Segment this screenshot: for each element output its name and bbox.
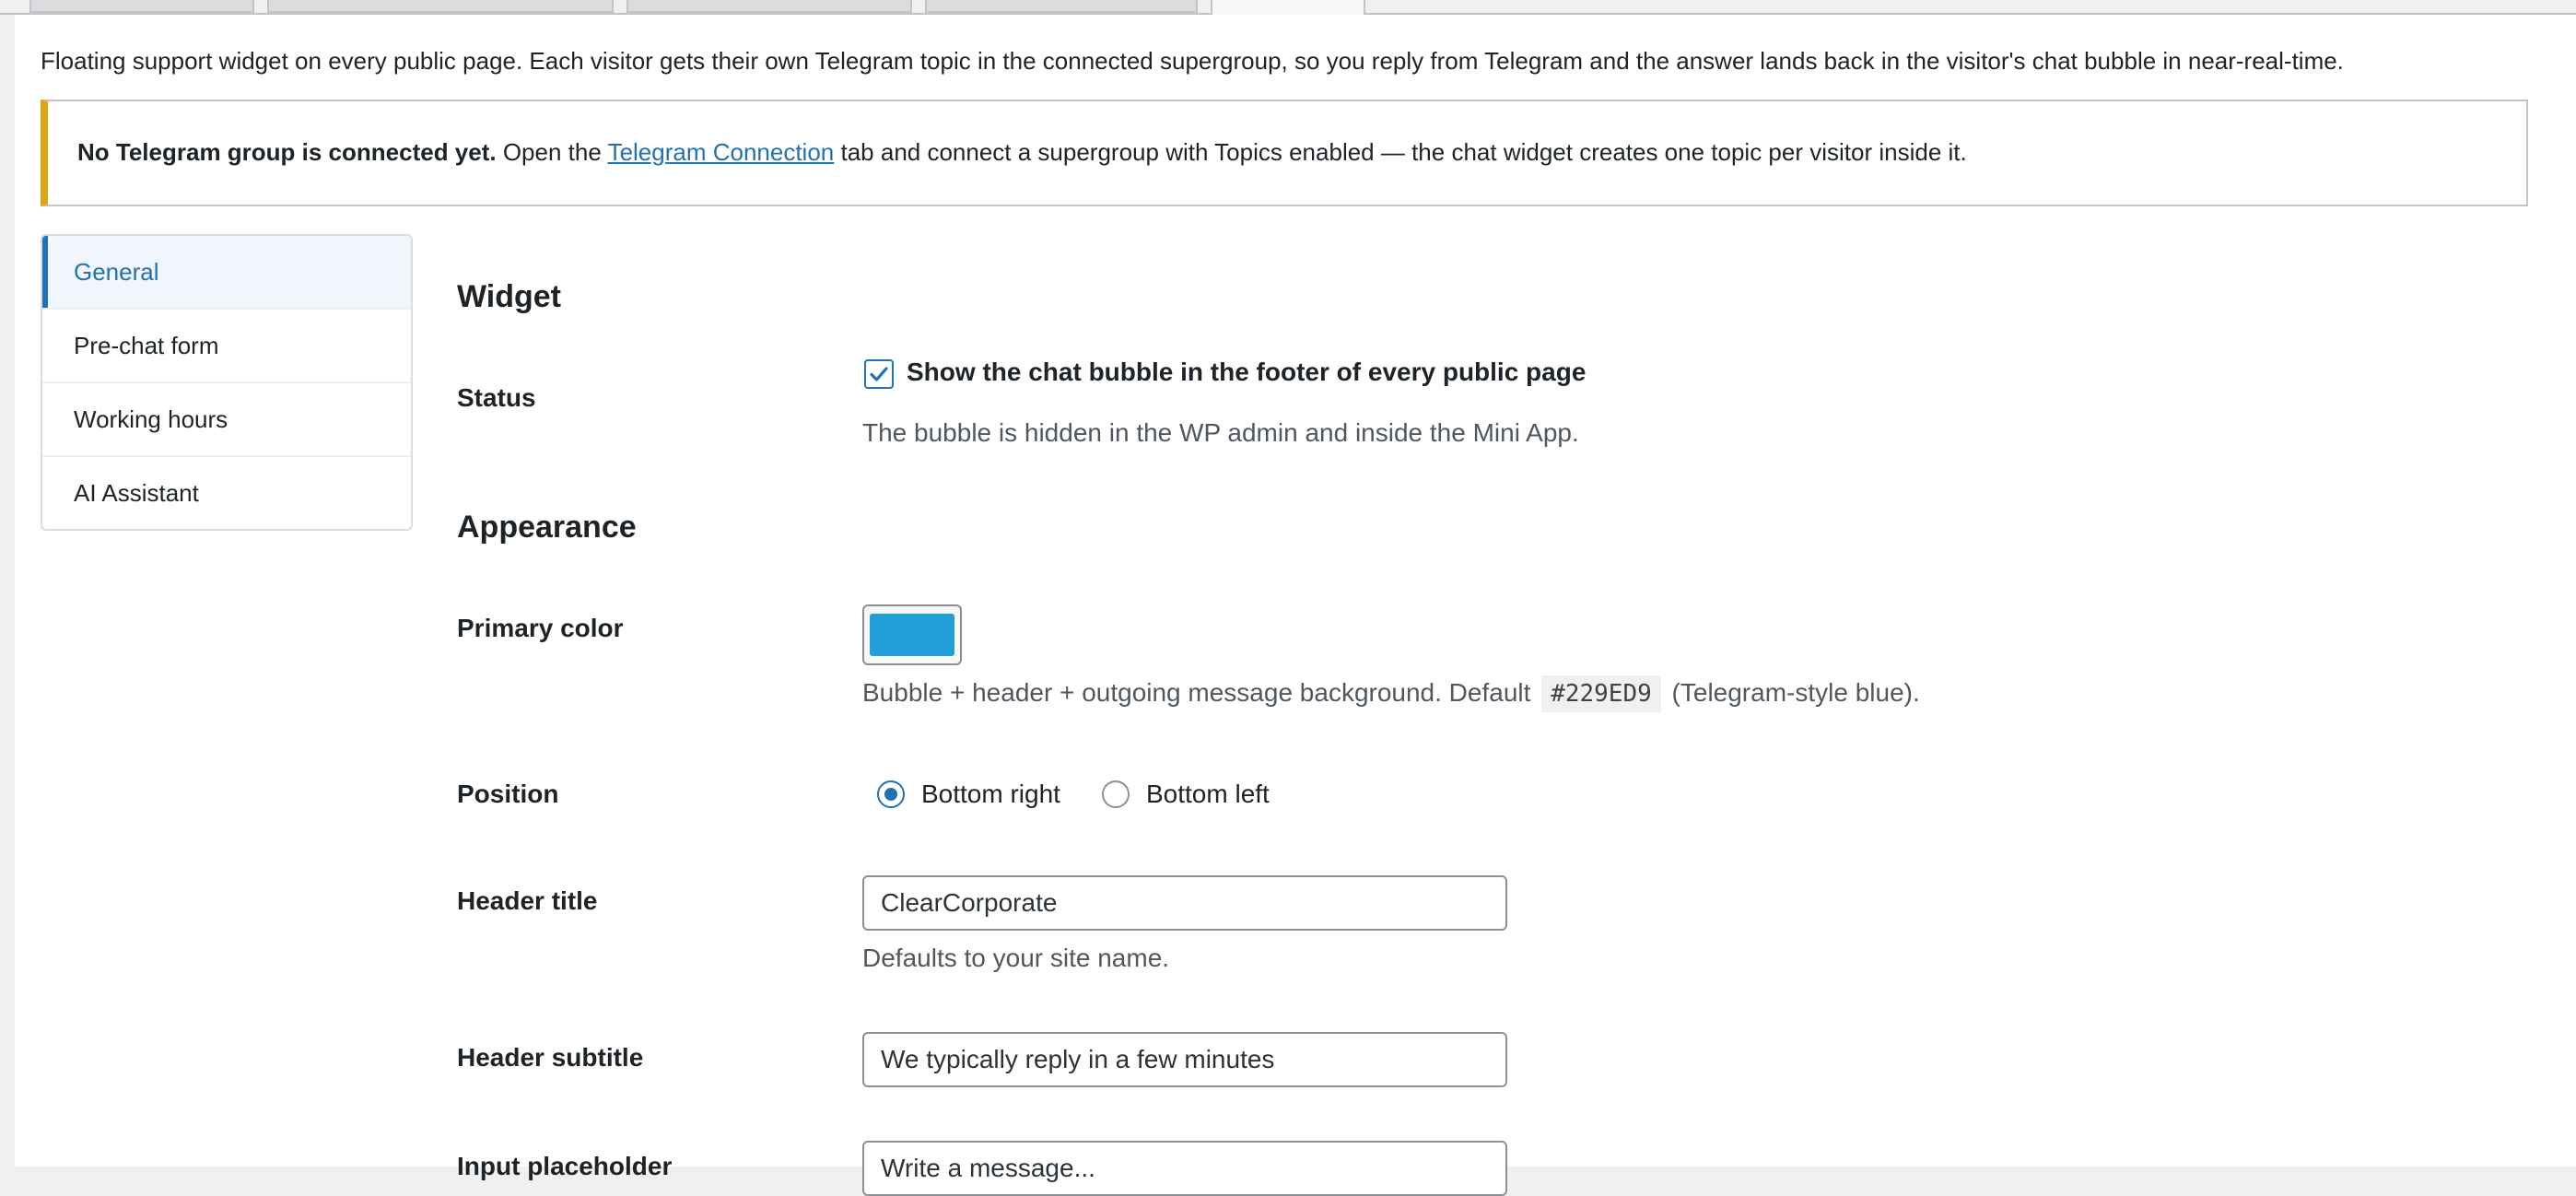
color-desc-text: Bubble + header + outgoing message background. Default [862,678,1539,707]
position-label: Position [457,780,559,808]
primary-color-description [862,674,1920,712]
tab-3[interactable] [626,0,912,13]
primary-color-picker[interactable] [862,604,962,665]
header-title-input[interactable] [862,875,1507,931]
header-title-label: Header title [457,886,598,915]
primary-color-label: Primary color [457,614,624,642]
status-label: Status [457,383,536,412]
notice-text [77,135,1967,169]
default-color-code: #229ED9 [1541,675,1661,712]
top-tab-bar [0,0,2576,15]
status-checkbox-label[interactable]: Show the chat bubble in the footer of every public page [907,358,1587,386]
position-option-bottom-left[interactable]: Bottom left [1146,780,1270,808]
primary-color-swatch [870,614,954,656]
status-checkbox[interactable] [864,359,894,389]
subnav-item-pre-chat-form[interactable]: Pre-chat form [42,310,411,383]
subnav-item-general[interactable]: General [42,236,411,310]
header-subtitle-input[interactable] [862,1032,1507,1087]
tab-2[interactable] [267,0,614,13]
subnav-item-working-hours[interactable]: Working hours [42,383,411,457]
header-subtitle-label: Header subtitle [457,1043,644,1072]
input-placeholder-label: Input placeholder [457,1152,673,1180]
position-radio-bottom-left[interactable] [1102,780,1130,808]
header-title-description: Defaults to your site name. [862,944,1170,972]
telegram-connection-link[interactable]: Telegram Connection [607,138,835,166]
status-description: The bubble is hidden in the WP admin and inside the Mini App. [862,418,1579,447]
notice-bold-text: No Telegram group is connected yet. [77,138,497,166]
subnav-item-ai-assistant[interactable]: AI Assistant [74,479,199,507]
position-radio-bottom-right[interactable] [877,780,905,808]
checkmark-icon [867,362,891,386]
settings-subnav [41,234,413,531]
tab-1[interactable] [29,0,254,13]
tab-4[interactable] [925,0,1198,13]
color-desc-suffix: (Telegram-style blue). [1664,678,1920,707]
position-option-bottom-right[interactable]: Bottom right [921,780,1060,808]
notice-pre-link: Open the [496,138,608,166]
warning-notice [41,100,2528,206]
input-placeholder-input[interactable] [862,1141,1507,1196]
appearance-section-title: Appearance [457,510,637,545]
intro-description: Floating support widget on every public page. Each visitor gets their own Telegram topic in the connected supergroup, so you reply from Telegram and the answer lands back in the visitor's chat bubble in near-real-time. [41,47,2344,75]
widget-section-title: Widget [457,279,562,314]
notice-post-link: tab and connect a supergroup with Topics enabled — the chat widget creates one topic per visitor inside it. [834,138,1967,166]
